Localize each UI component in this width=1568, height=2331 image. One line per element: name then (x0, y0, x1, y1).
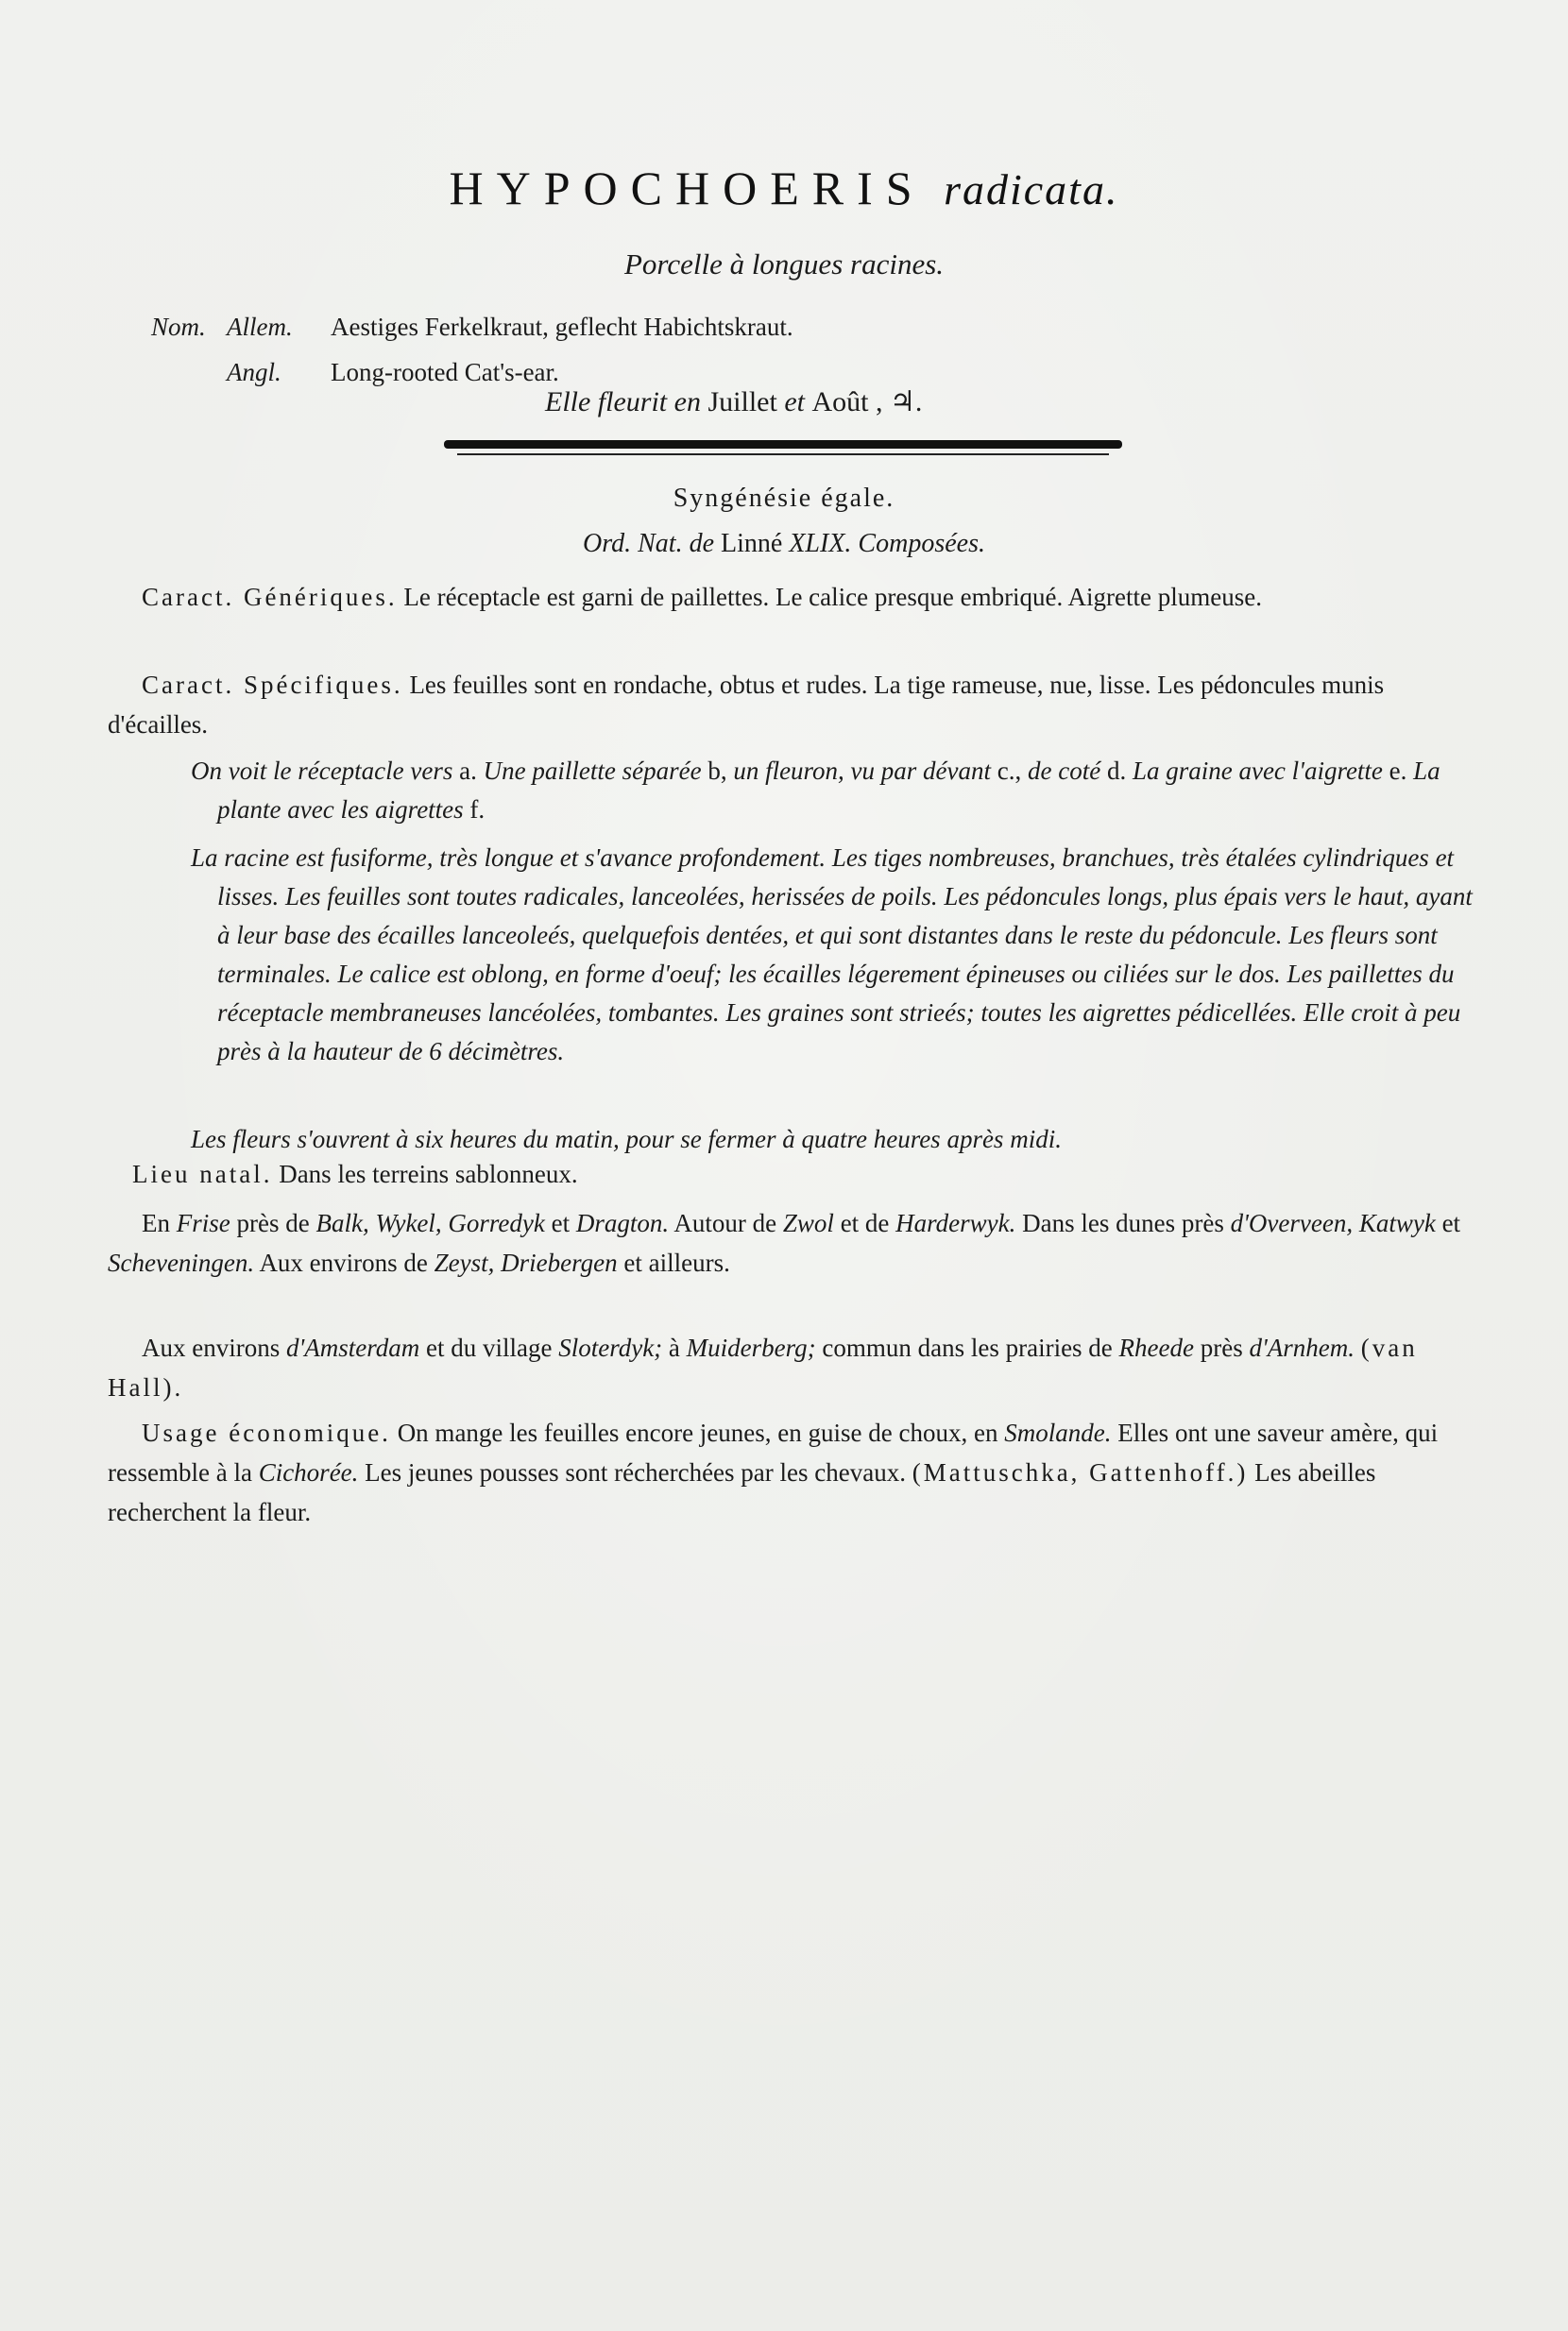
generic-characters-label: Caract. Génériques. (142, 583, 398, 611)
legend-part: Une paillette séparée (483, 757, 702, 785)
divider-thick-line (444, 440, 1122, 449)
legend-part: La graine avec l'aigrette (1132, 757, 1383, 785)
generic-characters (108, 577, 1487, 617)
genus-name: HYPOCHOERIS (449, 162, 926, 214)
location-text: En (142, 1209, 170, 1237)
native-habitat-label: Lieu natal. (132, 1160, 273, 1188)
location-text: Aux environs (142, 1334, 281, 1362)
specific-characters (108, 665, 1487, 744)
order-linne: Linné (721, 529, 783, 558)
location-text: près (1200, 1334, 1243, 1362)
place-name: Sloterdyk; (558, 1334, 663, 1362)
location-text: et ailleurs. (623, 1249, 730, 1277)
place-name: Muiderberg; (686, 1334, 816, 1362)
economic-use (108, 1413, 1487, 1532)
figure-legend-text (191, 752, 1485, 829)
native-habitat (132, 1154, 1511, 1194)
place-name: Balk, Wykel, Gorredyk (315, 1209, 545, 1237)
economic-use-text: Les abeilles recherchent la fleur. (108, 1458, 1376, 1526)
flowering-text: Elle fleurit en (545, 386, 701, 417)
location-text: et (1441, 1209, 1461, 1237)
location-text: et de (840, 1209, 890, 1237)
natural-order (0, 529, 1568, 559)
place-name: Zeyst, Driebergen (434, 1249, 618, 1277)
species-name: radicata. (944, 165, 1119, 213)
english-name: Long-rooted Cat's-ear. (331, 358, 559, 386)
place-name: Frise (176, 1209, 230, 1237)
citation: (Mattuschka, Gattenhoff.) (912, 1458, 1249, 1487)
location-text: commun dans les prairies de (822, 1334, 1113, 1362)
location-text: Aux environs de (259, 1249, 428, 1277)
legend-letter-f: f. (469, 795, 486, 824)
divider-thin-line (457, 453, 1109, 455)
plant-description-text: La racine est fusiforme, très longue et s'avance profondement. Les tiges nombreuses, branchues, très étalées cylindriques et lisses. Les feuilles sont toutes radicales, lanceolées, herissées de poils. Les pédoncules longs, plus épais vers le haut, ayant à leur base des écailles lanceoleés, quelquefois dentées, et qui sont distantes dans le reste du pédoncule. Les fleurs sont terminales. Le calice est oblong, en forme d'oeuf; les écailles légerement épineuses ou ciliées sur le dos. Les paillettes du réceptacle membraneuses lancéolées, tombantes. Les graines sont strieés; toutes les aigrettes pédicellées. Elle croit à peu près à la hauteur de 6 décimètres. (191, 843, 1473, 1065)
native-habitat-text: Dans les terreins sablonneux. (279, 1160, 578, 1188)
flowering-month-2: Août , (811, 386, 883, 417)
german-name: Aestiges Ferkelkraut, geflecht Habichtskraut. (331, 313, 793, 341)
location-text: à (668, 1334, 680, 1362)
economic-use-label: Usage économique. (142, 1419, 391, 1447)
legend-part: On voit le réceptacle vers (191, 757, 453, 785)
locations-frise (108, 1203, 1487, 1283)
flower-opening-text: Les fleurs s'ouvrent à six heures du matin, pour se fermer à quatre heures après midi. (191, 1125, 1062, 1153)
legend-part: La plante avec les aigrettes (217, 757, 1440, 824)
page-title (0, 161, 1568, 215)
legend-letter-c: c., (997, 757, 1022, 785)
order-prefix: Ord. Nat. de (583, 529, 714, 558)
place-name: Scheveningen. (108, 1249, 255, 1277)
section-divider (444, 440, 1122, 455)
figure-legend (191, 752, 1485, 829)
legend-part: de coté (1028, 757, 1101, 785)
plant-name: Cichorée. (258, 1458, 359, 1487)
specific-characters-text: Les feuilles sont en rondache, obtus et rudes. La tige rameuse, nue, lisse. Les pédoncules munis d'écailles. (108, 671, 1385, 739)
legend-part: un fleuron, vu par dévant (733, 757, 992, 785)
legend-letter-a: a. (459, 757, 477, 785)
locations-amsterdam (108, 1328, 1487, 1407)
place-name: Dragton. (575, 1209, 670, 1237)
order-number: XLIX. (789, 529, 852, 558)
location-text: Autour de (673, 1209, 777, 1237)
place-name: d'Arnhem. (1249, 1334, 1355, 1362)
common-name: Porcelle à longues racines. (623, 247, 945, 281)
linnaean-class: Syngénésie égale. (673, 484, 895, 513)
place-name: Smolande. (1004, 1419, 1112, 1447)
place-name: d'Overveen, Katwyk (1230, 1209, 1436, 1237)
specific-characters-label: Caract. Spécifiques. (142, 671, 403, 699)
flowering-season (545, 385, 922, 418)
legend-letter-b: b, (707, 757, 727, 785)
location-text: et du village (426, 1334, 553, 1362)
german-name-row (151, 304, 793, 349)
citation: (van Hall). (108, 1334, 1418, 1402)
economic-use-text: Les jeunes pousses sont récherchées par les chevaux. (365, 1458, 906, 1487)
english-label: Angl. (227, 358, 281, 386)
plant-description (191, 839, 1485, 1071)
place-name: Rheede (1118, 1334, 1194, 1362)
vernacular-names (151, 304, 793, 395)
nom-prefix: Nom. (151, 313, 206, 341)
location-text: près de (236, 1209, 310, 1237)
generic-characters-text: Le réceptacle est garni de paillettes. Le calice presque embriqué. Aigrette plumeuse. (403, 583, 1262, 611)
place-name: d'Amsterdam (285, 1334, 420, 1362)
economic-use-text: Elles ont une saveur amère, qui ressemble à la (108, 1419, 1439, 1487)
legend-letter-e: e. (1389, 757, 1407, 785)
location-text: et (551, 1209, 571, 1237)
flower-opening-times (191, 1120, 1485, 1159)
perennial-symbol: ♃. (889, 386, 923, 417)
legend-letter-d: d. (1106, 757, 1127, 785)
order-family: Composées. (858, 529, 985, 558)
flowering-and: et (784, 386, 805, 417)
flowering-month-1: Juillet (707, 386, 777, 417)
location-text: Dans les dunes près (1022, 1209, 1224, 1237)
german-label: Allem. (227, 313, 293, 341)
economic-use-text: On mange les feuilles encore jeunes, en guise de choux, en (397, 1419, 998, 1447)
place-name: Harderwyk. (895, 1209, 1016, 1237)
place-name: Zwol (782, 1209, 834, 1237)
